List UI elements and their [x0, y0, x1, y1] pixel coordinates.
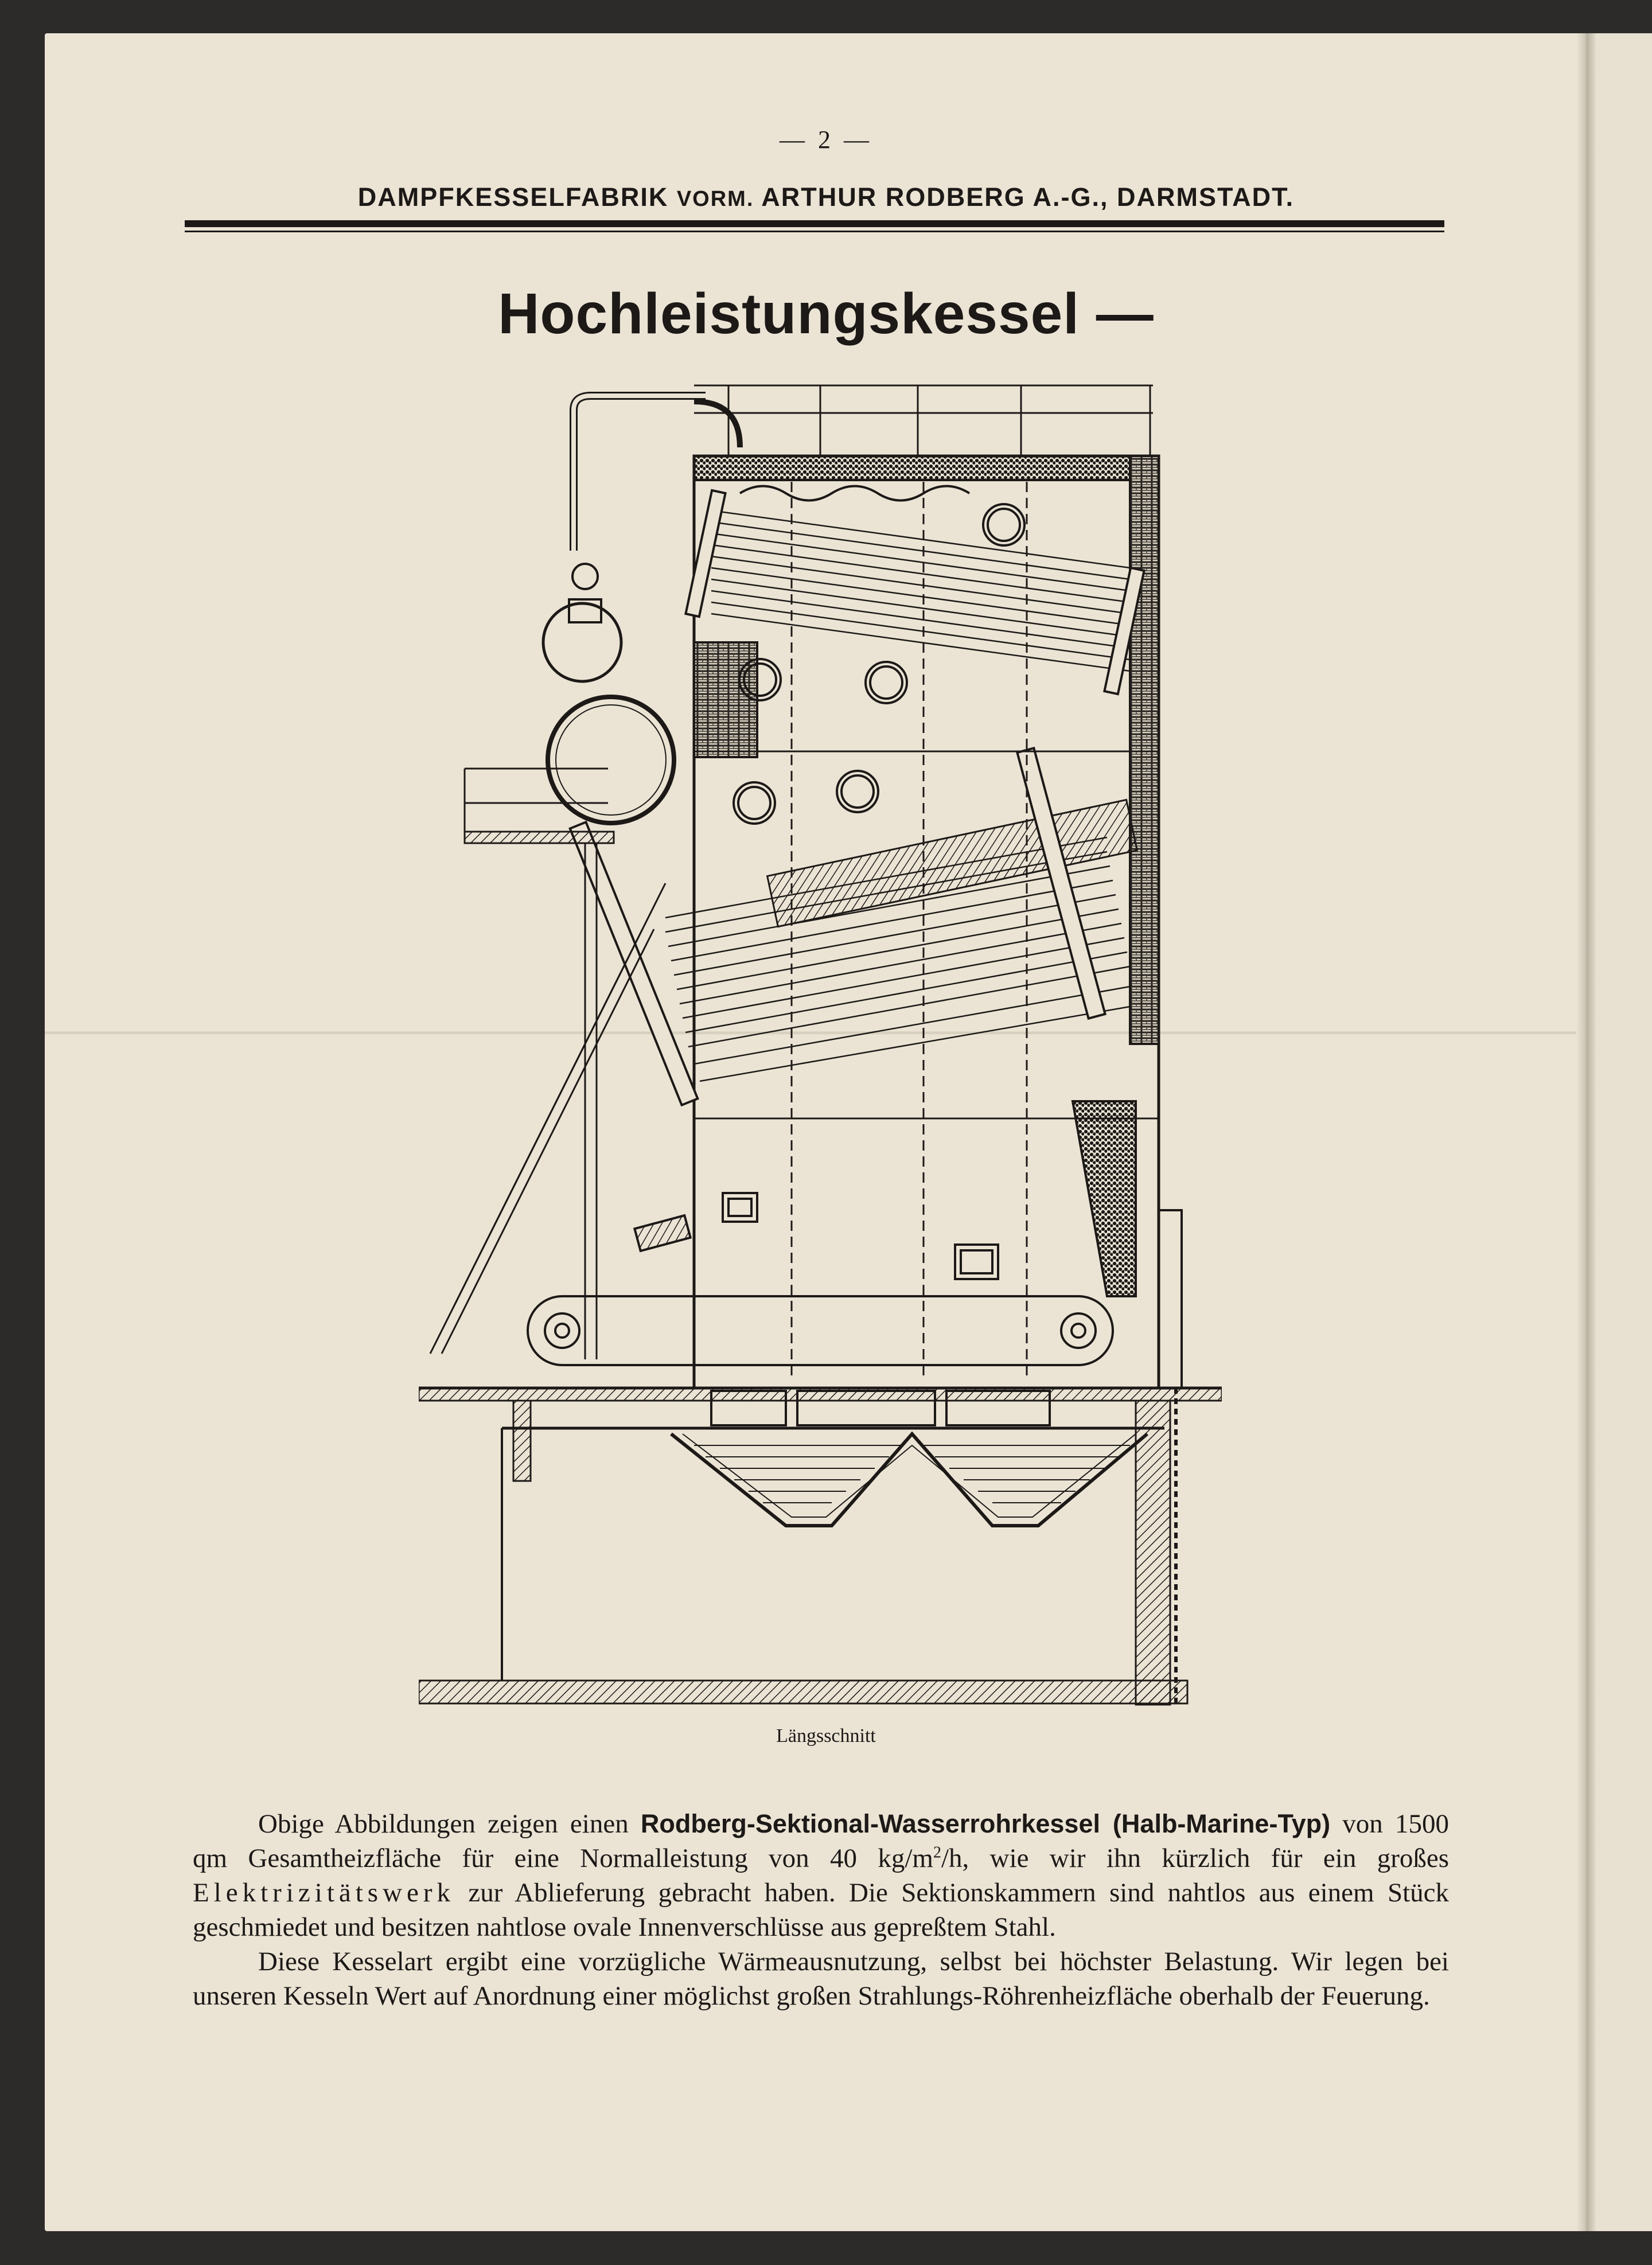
page-number: — 2 —: [780, 126, 872, 154]
p1-part4: zur Ablieferung gebracht haben. Die Sektionskammern sind nahtlos aus einem Stück geschmiedet und besitzen nahtlose ovale Innenverschlüsse aus gepreßtem Stahl.: [193, 1878, 1449, 1942]
foundation: [419, 1388, 1222, 1705]
boiler-housing: [694, 456, 1159, 1388]
upper-tube-bank: [711, 510, 1130, 671]
p1-part3: /h, wie wir ihn kürzlich für ein großes: [941, 1843, 1449, 1873]
p1-part2: von 1500 qm Gesamtheizfläche für eine Normalleistung von 40 kg/m: [193, 1809, 1450, 1873]
header-rule-thin: [185, 231, 1444, 232]
p1-intro: Obige Abbildungen zeigen einen: [258, 1809, 641, 1839]
p1-spaced-word: Elektrizitätswerk: [193, 1878, 455, 1908]
header-company-name: ARTHUR RODBERG A.-G., DARMSTADT.: [754, 182, 1295, 212]
top-railing: [694, 385, 1153, 456]
p1-superscript: 2: [933, 1843, 941, 1862]
p1-product-name: Rodberg-Sektional-Wasserrohrkessel (Halb-Marine-Typ): [640, 1809, 1331, 1838]
ash-hoppers: [671, 1391, 1147, 1526]
header-rule-thick: [185, 220, 1444, 227]
steam-drum-lower: [548, 697, 674, 823]
furnace-grate: [528, 1101, 1182, 1388]
boiler-longitudinal-section-drawing: [419, 379, 1222, 1709]
paragraph-2: Diese Kesselart ergibt eine vorzügliche Wärmeausnutzung, selbst bei höchster Belastung. Wir legen bei unseren Kesseln Wert auf Anordnung einer möglichst großen Strahlungs-Röhrenheizfläche oberhalb der Feuerung.: [193, 1947, 1449, 2011]
page-gutter: [1576, 33, 1596, 2231]
paragraph-1: [193, 1807, 1449, 1944]
manholes: [734, 504, 1024, 824]
superheater: [767, 800, 1137, 926]
adjacent-page-edge: [1589, 33, 1652, 2231]
description-text: [193, 1807, 1449, 2013]
steam-drum-upper: [543, 603, 621, 681]
figure-caption: Längsschnitt: [776, 1725, 876, 1746]
header-vorm: VORM.: [676, 187, 754, 211]
header-company: DAMPFKESSELFABRIK: [357, 182, 677, 212]
platform-and-ladder: [430, 769, 665, 1359]
page-title: Hochleistungskessel —: [498, 282, 1154, 346]
company-header: [0, 182, 1652, 212]
